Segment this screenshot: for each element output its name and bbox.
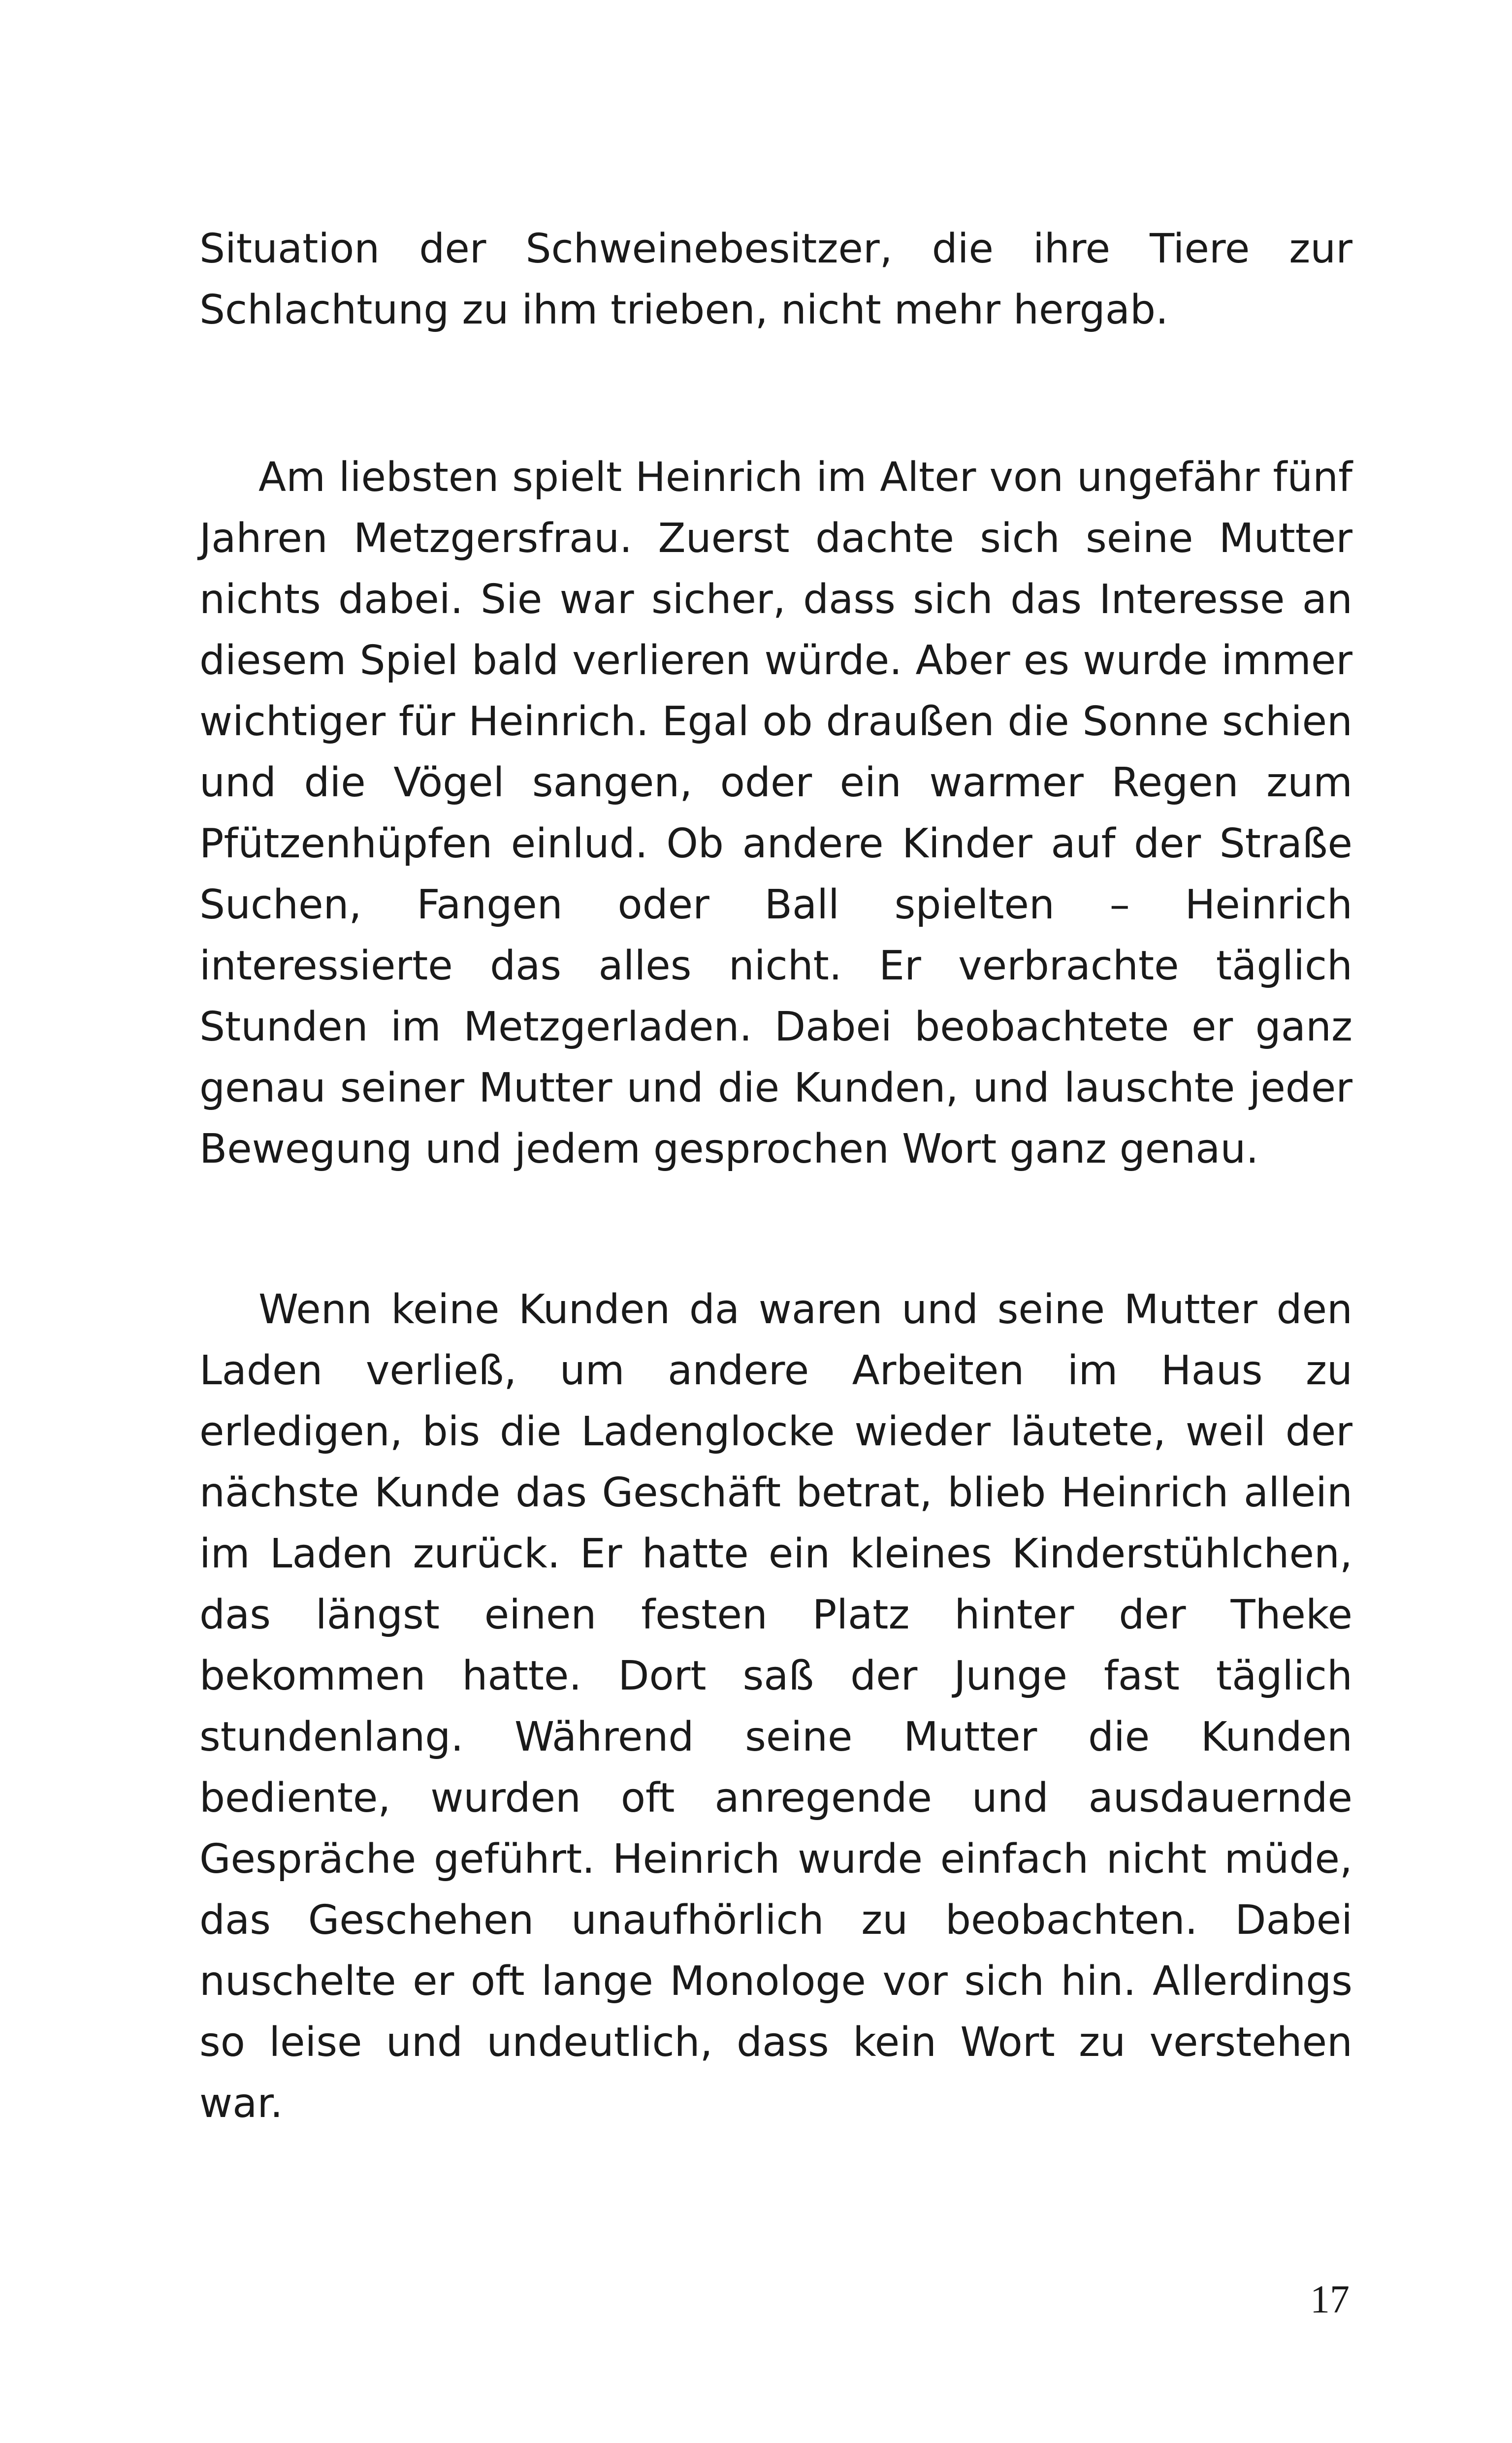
paragraph-continuation: Situation der Schweinebesitzer, die ihre Tiere zur Schlachtung zu ihm trieben, nicht mehr hergab. xyxy=(199,226,1352,333)
page-number: 17 xyxy=(1310,2278,1350,2321)
paragraph-heinrich-shop: Wenn keine Kunden da waren und seine Mutter den Laden verließ, um andere Arbeiten im Haus zu erledigen, bis die Ladenglocke wieder läutete, weil der nächste Kunde das Geschäft betrat, blieb Heinrich allein im Laden zurück. Er hatte ein kleines Kinderstühlchen, das längst einen festen Platz hinter der Theke bekommen hatte. Dort saß der Junge fast täglich stundenlang. Während seine Mutter die Kunden bediente, wurden oft anregende und ausdauernde Gespräche geführt. Heinrich wurde einfach nicht müde, das Geschehen unaufhörlich zu beobachten. Dabei nuschelte er oft lange Monologe vor sich hin. Allerdings so leise und undeutlich, dass kein Wort zu verstehen war. xyxy=(199,1286,1352,2127)
paragraph-heinrich-play: Am liebsten spielt Heinrich im Alter von ungefähr fünf Jahren Metzgersfrau. Zuerst dachte sich seine Mutter nichts dabei. Sie war sicher, dass sich das Interesse an diesem Spiel bald verlieren würde. Aber es wurde immer wichtiger für Heinrich. Egal ob draußen die Sonne schien und die Vögel sangen, oder ein warmer Regen zum Pfützenhüpfen einlud. Ob andere Kinder auf der Straße Suchen, Fangen oder Ball spielten – Heinrich interessierte das alles nicht. Er verbrachte täglich Stunden im Metzgerladen. Dabei beobachtete er ganz genau seiner Mutter und die Kunden, und lauschte jeder Bewegung und jedem gesprochen Wort ganz genau. xyxy=(199,454,1352,1173)
